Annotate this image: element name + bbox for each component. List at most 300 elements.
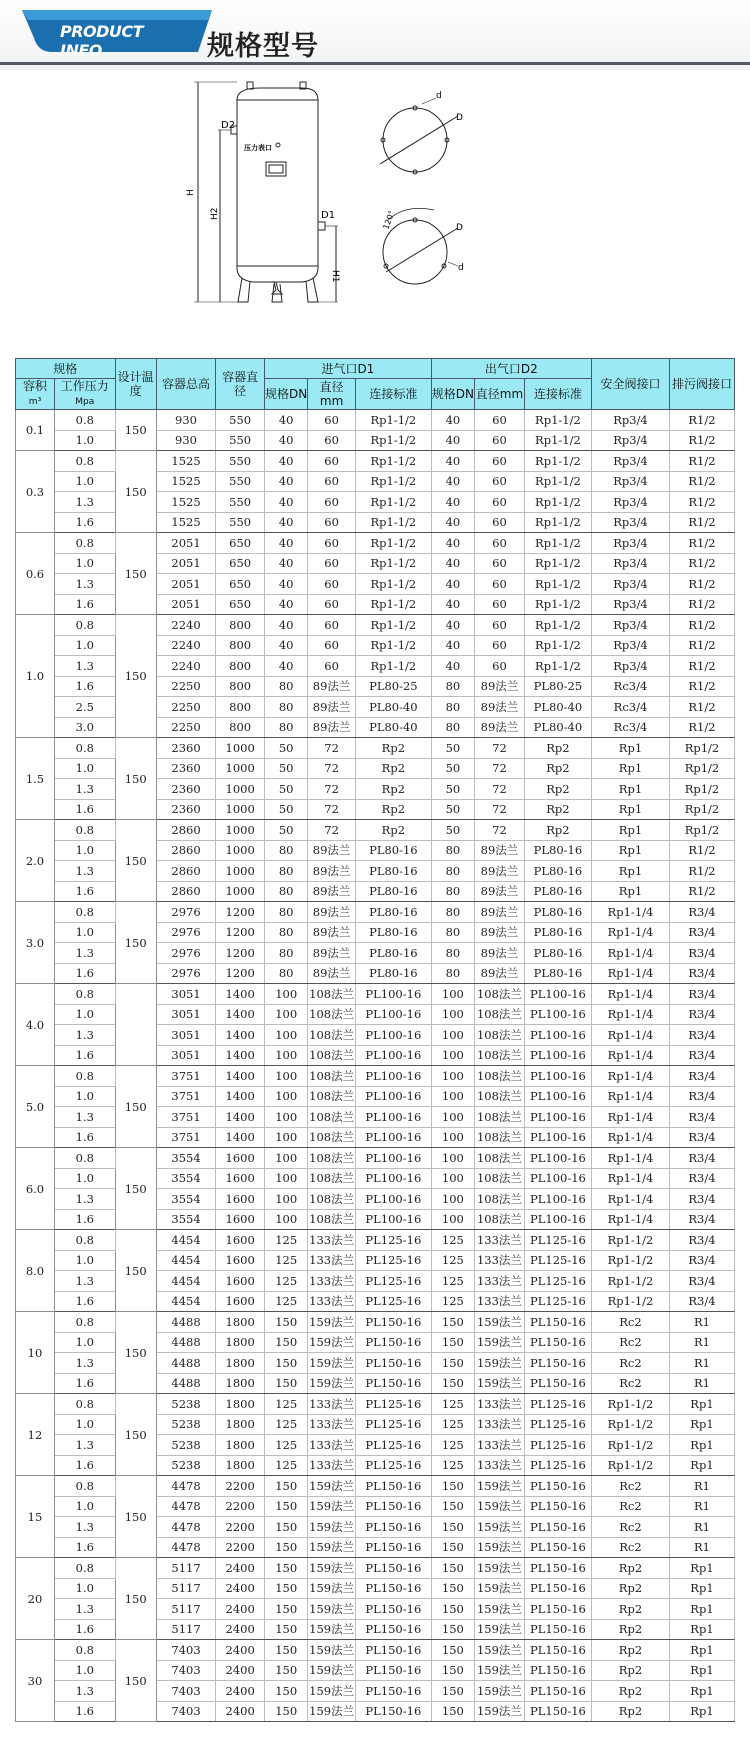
outlet-dn-cell: 50 — [431, 758, 474, 779]
diameter-cell: 650 — [216, 533, 265, 554]
table-row — [16, 1394, 735, 1415]
outlet-dn-cell: 80 — [431, 922, 474, 943]
inlet-standard-cell: Rp1-1/2 — [355, 471, 431, 492]
diameter-cell: 1000 — [216, 820, 265, 841]
safety-valve-cell: Rp3/4 — [592, 430, 670, 451]
drain-valve-cell: R1/2 — [669, 594, 734, 615]
inlet-bore-cell: 60 — [308, 451, 356, 472]
height-cell: 7403 — [156, 1660, 216, 1681]
inlet-bore-cell: 60 — [308, 553, 356, 574]
inlet-dn-cell: 80 — [265, 922, 308, 943]
outlet-standard-cell: PL125-16 — [524, 1250, 591, 1271]
pressure-cell: 1.3 — [54, 943, 115, 964]
outlet-bore-cell: 108法兰 — [475, 1107, 525, 1128]
volume-cell: 5.0 — [16, 1066, 55, 1148]
diameter-cell: 550 — [216, 512, 265, 533]
diameter-cell: 800 — [216, 697, 265, 718]
diameter-cell: 2200 — [216, 1496, 265, 1517]
inlet-standard-cell: PL100-16 — [355, 1004, 431, 1025]
table-row — [16, 1476, 735, 1497]
safety-valve-cell: Rp2 — [592, 1599, 670, 1620]
inlet-standard-cell: PL125-16 — [355, 1414, 431, 1435]
pressure-cell: 0.8 — [54, 1230, 115, 1251]
diameter-cell: 800 — [216, 717, 265, 738]
outlet-bore-cell: 89法兰 — [475, 963, 525, 984]
outlet-standard-cell: PL80-16 — [524, 861, 591, 882]
outlet-standard-cell: PL100-16 — [524, 1168, 591, 1189]
spec-table-body — [16, 410, 735, 1722]
inlet-bore-cell: 72 — [308, 779, 356, 800]
pressure-cell: 0.8 — [54, 1394, 115, 1415]
outlet-standard-cell: PL150-16 — [524, 1558, 591, 1579]
outlet-bore-cell: 159法兰 — [475, 1599, 525, 1620]
height-cell: 7403 — [156, 1701, 216, 1722]
inlet-standard-cell: PL100-16 — [355, 1045, 431, 1066]
diameter-cell: 1400 — [216, 1045, 265, 1066]
inlet-dn-cell: 100 — [265, 1025, 308, 1046]
inlet-dn-cell: 40 — [265, 594, 308, 615]
pressure-cell: 1.6 — [54, 1209, 115, 1230]
safety-valve-cell: Rp1-1/4 — [592, 1004, 670, 1025]
inlet-dn-cell: 125 — [265, 1230, 308, 1251]
outlet-standard-cell: Rp1-1/2 — [524, 492, 591, 513]
inlet-dn-cell: 40 — [265, 410, 308, 431]
diameter-cell: 800 — [216, 656, 265, 677]
outlet-standard-cell: PL100-16 — [524, 1148, 591, 1169]
inlet-bore-cell: 159法兰 — [308, 1660, 356, 1681]
table-row — [16, 1640, 735, 1661]
height-cell: 2976 — [156, 922, 216, 943]
pressure-cell: 1.6 — [54, 1455, 115, 1476]
pressure-cell: 1.6 — [54, 1537, 115, 1558]
outlet-dn-cell: 50 — [431, 779, 474, 800]
inlet-standard-cell: PL80-16 — [355, 881, 431, 902]
outlet-dn-cell: 100 — [431, 1189, 474, 1210]
header-height: 容器总高 — [156, 359, 216, 410]
pressure-cell: 0.8 — [54, 533, 115, 554]
safety-valve-cell: Rp1 — [592, 758, 670, 779]
height-cell: 5117 — [156, 1558, 216, 1579]
pressure-cell: 1.6 — [54, 1701, 115, 1722]
outlet-dn-cell: 150 — [431, 1558, 474, 1579]
pressure-cell: 1.3 — [54, 1189, 115, 1210]
badge-label: PRODUCT INFO — [60, 22, 144, 60]
inlet-standard-cell: Rp1-1/2 — [355, 492, 431, 513]
safety-valve-cell: Rp3/4 — [592, 533, 670, 554]
height-cell: 2360 — [156, 799, 216, 820]
inlet-standard-cell: Rp2 — [355, 779, 431, 800]
pressure-cell: 1.6 — [54, 799, 115, 820]
drain-valve-cell: R1/2 — [669, 471, 734, 492]
diameter-cell: 1000 — [216, 738, 265, 759]
header-temp: 设计温度 — [115, 359, 156, 410]
header-diameter: 容器直径 — [216, 359, 265, 410]
volume-cell: 4.0 — [16, 984, 55, 1066]
table-row — [16, 533, 735, 554]
pressure-cell: 0.8 — [54, 410, 115, 431]
inlet-dn-cell: 125 — [265, 1435, 308, 1456]
diameter-cell: 2400 — [216, 1578, 265, 1599]
outlet-bore-cell: 60 — [475, 430, 525, 451]
outlet-dn-cell: 125 — [431, 1435, 474, 1456]
header-drain-valve: 排污阀接口 — [669, 359, 734, 410]
safety-valve-cell: Rc2 — [592, 1517, 670, 1538]
height-cell: 4478 — [156, 1476, 216, 1497]
outlet-bore-cell: 159法兰 — [475, 1701, 525, 1722]
outlet-dn-cell: 125 — [431, 1394, 474, 1415]
drain-valve-cell: R3/4 — [669, 943, 734, 964]
inlet-bore-cell: 108法兰 — [308, 1066, 356, 1087]
diameter-cell: 1600 — [216, 1230, 265, 1251]
drain-valve-cell: R1/2 — [669, 533, 734, 554]
drain-valve-cell: R1 — [669, 1496, 734, 1517]
safety-valve-cell: Rp1-1/4 — [592, 922, 670, 943]
inlet-standard-cell: PL100-16 — [355, 984, 431, 1005]
diameter-cell: 1800 — [216, 1455, 265, 1476]
height-cell: 4454 — [156, 1230, 216, 1251]
pressure-cell: 0.8 — [54, 1476, 115, 1497]
drain-valve-cell: R1 — [669, 1537, 734, 1558]
safety-valve-cell: Rp1-1/4 — [592, 1045, 670, 1066]
outlet-dn-cell: 80 — [431, 943, 474, 964]
inlet-bore-cell: 72 — [308, 799, 356, 820]
outlet-bore-cell: 159法兰 — [475, 1660, 525, 1681]
outlet-bore-cell: 133法兰 — [475, 1455, 525, 1476]
outlet-dn-cell: 80 — [431, 717, 474, 738]
pressure-cell: 1.3 — [54, 1599, 115, 1620]
height-cell: 2240 — [156, 635, 216, 656]
temperature-cell — [115, 984, 156, 1066]
inlet-bore-cell: 108法兰 — [308, 984, 356, 1005]
height-cell: 3554 — [156, 1189, 216, 1210]
safety-valve-cell: Rp3/4 — [592, 471, 670, 492]
height-cell: 5117 — [156, 1578, 216, 1599]
outlet-bore-cell: 60 — [475, 533, 525, 554]
inlet-standard-cell: PL80-40 — [355, 697, 431, 718]
diameter-cell: 800 — [216, 635, 265, 656]
inlet-bore-cell: 133法兰 — [308, 1230, 356, 1251]
outlet-bore-cell: 133法兰 — [475, 1435, 525, 1456]
outlet-dn-cell: 40 — [431, 451, 474, 472]
diameter-cell: 2400 — [216, 1619, 265, 1640]
inlet-dn-cell: 80 — [265, 902, 308, 923]
outlet-dn-cell: 100 — [431, 1004, 474, 1025]
height-cell: 4454 — [156, 1250, 216, 1271]
outlet-bore-cell: 60 — [475, 656, 525, 677]
safety-valve-cell: Rc2 — [592, 1496, 670, 1517]
outlet-standard-cell: PL100-16 — [524, 1209, 591, 1230]
height-cell: 2976 — [156, 963, 216, 984]
outlet-standard-cell: PL150-16 — [524, 1681, 591, 1702]
outlet-dn-cell: 125 — [431, 1271, 474, 1292]
pressure-cell: 1.6 — [54, 1291, 115, 1312]
inlet-dn-cell: 80 — [265, 963, 308, 984]
outlet-standard-cell: PL80-16 — [524, 902, 591, 923]
inlet-bore-cell: 108法兰 — [308, 1189, 356, 1210]
outlet-standard-cell: PL150-16 — [524, 1701, 591, 1722]
outlet-dn-cell: 40 — [431, 615, 474, 636]
inlet-bore-cell: 159法兰 — [308, 1681, 356, 1702]
inlet-dn-cell: 80 — [265, 943, 308, 964]
drain-valve-cell: R3/4 — [669, 1189, 734, 1210]
inlet-dn-cell: 40 — [265, 492, 308, 513]
pressure-cell: 1.3 — [54, 1435, 115, 1456]
outlet-bore-cell: 108法兰 — [475, 1189, 525, 1210]
diameter-cell: 1600 — [216, 1291, 265, 1312]
safety-valve-cell: Rc3/4 — [592, 697, 670, 718]
inlet-bore-cell: 89法兰 — [308, 840, 356, 861]
diameter-cell: 1000 — [216, 799, 265, 820]
inlet-bore-cell: 159法兰 — [308, 1537, 356, 1558]
drain-valve-cell: R1 — [669, 1353, 734, 1374]
volume-cell: 1.5 — [16, 738, 55, 820]
pressure-cell: 1.0 — [54, 1660, 115, 1681]
outlet-dn-cell: 50 — [431, 738, 474, 759]
pressure-cell: 1.3 — [54, 492, 115, 513]
diameter-cell: 1800 — [216, 1435, 265, 1456]
outlet-dn-cell: 50 — [431, 820, 474, 841]
drain-valve-cell: Rp1 — [669, 1455, 734, 1476]
drain-valve-cell: R3/4 — [669, 1250, 734, 1271]
height-cell: 3051 — [156, 1045, 216, 1066]
header-inlet-dn: 规格DN — [265, 379, 308, 410]
temperature-cell: 150 — [115, 902, 156, 984]
pressure-cell: 1.3 — [54, 861, 115, 882]
inlet-bore-cell: 108法兰 — [308, 1025, 356, 1046]
outlet-standard-cell: PL100-16 — [524, 984, 591, 1005]
drain-valve-cell: Rp1 — [669, 1435, 734, 1456]
drain-valve-cell: R3/4 — [669, 1107, 734, 1128]
safety-valve-cell: Rp1-1/2 — [592, 1271, 670, 1292]
drain-valve-cell: R1 — [669, 1373, 734, 1394]
bottom-view-circle — [383, 220, 447, 284]
pressure-cell: 1.0 — [54, 1168, 115, 1189]
pressure-cell: 1.6 — [54, 676, 115, 697]
volume-cell: 0.6 — [16, 533, 55, 615]
pressure-cell: 1.6 — [54, 512, 115, 533]
inlet-bore-cell: 159法兰 — [308, 1619, 356, 1640]
outlet-bore-cell: 89法兰 — [475, 881, 525, 902]
inlet-bore-cell: 108法兰 — [308, 1148, 356, 1169]
inlet-standard-cell: PL150-16 — [355, 1496, 431, 1517]
inlet-bore-cell: 89法兰 — [308, 902, 356, 923]
outlet-standard-cell: PL150-16 — [524, 1578, 591, 1599]
pressure-cell: 1.0 — [54, 553, 115, 574]
volume-cell: 2.0 — [16, 820, 55, 902]
pressure-cell: 0.8 — [54, 902, 115, 923]
outlet-standard-cell: PL80-16 — [524, 963, 591, 984]
height-cell: 2360 — [156, 738, 216, 759]
outlet-standard-cell: PL150-16 — [524, 1353, 591, 1374]
drain-valve-cell: Rp1 — [669, 1701, 734, 1722]
diameter-cell: 1200 — [216, 902, 265, 923]
inlet-standard-cell: PL150-16 — [355, 1619, 431, 1640]
inlet-dn-cell: 100 — [265, 984, 308, 1005]
outlet-bore-cell: 133法兰 — [475, 1414, 525, 1435]
outlet-standard-cell: PL150-16 — [524, 1660, 591, 1681]
outlet-standard-cell: PL150-16 — [524, 1332, 591, 1353]
outlet-dn-cell: 40 — [431, 553, 474, 574]
safety-valve-cell: Rp1-1/4 — [592, 984, 670, 1005]
outlet-dn-cell: 150 — [431, 1517, 474, 1538]
inlet-bore-cell: 159法兰 — [308, 1640, 356, 1661]
outlet-bore-cell: 108法兰 — [475, 1004, 525, 1025]
height-cell: 2051 — [156, 553, 216, 574]
diameter-cell: 1600 — [216, 1250, 265, 1271]
pressure-cell: 2.5 — [54, 697, 115, 718]
diameter-cell: 1400 — [216, 984, 265, 1005]
inlet-standard-cell: PL125-16 — [355, 1271, 431, 1292]
safety-valve-cell: Rp2 — [592, 1681, 670, 1702]
temperature-cell: 150 — [115, 738, 156, 820]
diameter-cell: 1200 — [216, 943, 265, 964]
inlet-bore-cell: 159法兰 — [308, 1312, 356, 1333]
inlet-standard-cell: PL80-16 — [355, 861, 431, 882]
outlet-bore-cell: 89法兰 — [475, 943, 525, 964]
pressure-cell: 0.8 — [54, 1066, 115, 1087]
pressure-cell: 0.8 — [54, 738, 115, 759]
pressure-cell: 1.6 — [54, 963, 115, 984]
header-pressure: 工作压力 Mpa — [54, 379, 115, 410]
inlet-dn-cell: 150 — [265, 1681, 308, 1702]
height-cell: 2250 — [156, 717, 216, 738]
safety-valve-cell: Rc3/4 — [592, 676, 670, 697]
volume-cell: 1.0 — [16, 615, 55, 738]
drain-valve-cell: R1/2 — [669, 574, 734, 595]
outlet-bore-cell: 159法兰 — [475, 1373, 525, 1394]
inlet-dn-cell: 40 — [265, 430, 308, 451]
diameter-cell: 1400 — [216, 1025, 265, 1046]
safety-valve-cell: Rp1-1/2 — [592, 1435, 670, 1456]
label-h1: H1 — [330, 270, 340, 283]
outlet-dn-cell: 40 — [431, 635, 474, 656]
height-cell: 5117 — [156, 1599, 216, 1620]
tank-diagram — [186, 80, 550, 350]
inlet-standard-cell: PL150-16 — [355, 1332, 431, 1353]
volume-cell: 3.0 — [16, 902, 55, 984]
inlet-bore-cell: 133法兰 — [308, 1394, 356, 1415]
safety-valve-cell: Rp3/4 — [592, 574, 670, 595]
inlet-standard-cell: Rp2 — [355, 799, 431, 820]
diameter-cell: 1800 — [216, 1394, 265, 1415]
label-top-d: D — [456, 113, 463, 123]
height-cell: 1525 — [156, 492, 216, 513]
inlet-standard-cell: Rp2 — [355, 738, 431, 759]
gauge-port-icon — [276, 143, 280, 147]
inlet-bore-cell: 108法兰 — [308, 1086, 356, 1107]
inlet-dn-cell: 150 — [265, 1701, 308, 1722]
inlet-dn-cell: 40 — [265, 533, 308, 554]
inlet-standard-cell: PL150-16 — [355, 1476, 431, 1497]
drain-valve-cell: R1 — [669, 1312, 734, 1333]
inlet-dn-cell: 150 — [265, 1332, 308, 1353]
safety-valve-cell: Rp3/4 — [592, 656, 670, 677]
outlet-dn-cell: 40 — [431, 533, 474, 554]
outlet-bore-cell: 60 — [475, 451, 525, 472]
header-outlet-standard: 连接标准 — [524, 379, 591, 410]
drain-valve-cell: Rp1 — [669, 1394, 734, 1415]
temperature-cell: 150 — [115, 410, 156, 451]
diameter-cell: 2400 — [216, 1558, 265, 1579]
table-row — [16, 738, 735, 759]
diameter-cell: 550 — [216, 492, 265, 513]
outlet-standard-cell: PL125-16 — [524, 1435, 591, 1456]
header-spec: 规格 — [16, 359, 116, 379]
header-outlet-bore: 直径mm — [475, 379, 525, 410]
height-cell: 3751 — [156, 1127, 216, 1148]
height-cell: 5238 — [156, 1435, 216, 1456]
outlet-standard-cell: PL100-16 — [524, 1045, 591, 1066]
pressure-cell: 1.6 — [54, 1045, 115, 1066]
outlet-bore-cell: 60 — [475, 410, 525, 431]
drain-valve-cell: R1 — [669, 1476, 734, 1497]
outlet-bore-cell: 60 — [475, 574, 525, 595]
outlet-dn-cell: 40 — [431, 512, 474, 533]
inlet-bore-cell: 159法兰 — [308, 1599, 356, 1620]
inlet-standard-cell: PL80-16 — [355, 922, 431, 943]
outlet-standard-cell: PL80-16 — [524, 943, 591, 964]
height-cell: 3751 — [156, 1107, 216, 1128]
drain-valve-cell: Rp1/2 — [669, 758, 734, 779]
inlet-dn-cell: 100 — [265, 1168, 308, 1189]
outlet-standard-cell: Rp1-1/2 — [524, 471, 591, 492]
outlet-bore-cell: 108法兰 — [475, 1209, 525, 1230]
inlet-bore-cell: 72 — [308, 738, 356, 759]
inlet-dn-cell: 50 — [265, 820, 308, 841]
header-inlet-bore: 直径mm — [308, 379, 356, 410]
diameter-cell: 1000 — [216, 861, 265, 882]
drain-valve-cell: R3/4 — [669, 1066, 734, 1087]
outlet-standard-cell: PL100-16 — [524, 1004, 591, 1025]
safety-valve-cell: Rp1 — [592, 820, 670, 841]
inlet-dn-cell: 40 — [265, 574, 308, 595]
inlet-bore-cell: 108法兰 — [308, 1209, 356, 1230]
diameter-cell: 1400 — [216, 1004, 265, 1025]
diameter-cell: 2400 — [216, 1701, 265, 1722]
volume-cell: 6.0 — [16, 1148, 55, 1230]
drain-valve-cell: R1/2 — [669, 697, 734, 718]
inlet-bore-cell: 159法兰 — [308, 1476, 356, 1497]
pressure-cell: 0.8 — [54, 984, 115, 1005]
outlet-standard-cell: Rp1-1/2 — [524, 430, 591, 451]
outlet-dn-cell: 40 — [431, 430, 474, 451]
drain-valve-cell: R3/4 — [669, 1025, 734, 1046]
outlet-dn-cell: 125 — [431, 1291, 474, 1312]
outlet-standard-cell: PL125-16 — [524, 1271, 591, 1292]
safety-valve-cell: Rp1-1/4 — [592, 1148, 670, 1169]
pressure-cell: 1.0 — [54, 635, 115, 656]
outlet-bore-cell: 133法兰 — [475, 1271, 525, 1292]
outlet-dn-cell: 150 — [431, 1353, 474, 1374]
outlet-dn-cell: 100 — [431, 1148, 474, 1169]
diameter-cell: 2400 — [216, 1640, 265, 1661]
height-cell: 2860 — [156, 840, 216, 861]
diameter-cell: 2400 — [216, 1599, 265, 1620]
outlet-dn-cell: 150 — [431, 1496, 474, 1517]
drain-valve-cell: R3/4 — [669, 902, 734, 923]
drain-valve-cell: R1/2 — [669, 410, 734, 431]
header-safety-valve: 安全阀接口 — [592, 359, 670, 410]
pressure-cell: 1.3 — [54, 779, 115, 800]
height-cell: 2250 — [156, 697, 216, 718]
outlet-dn-cell: 150 — [431, 1599, 474, 1620]
inlet-dn-cell: 150 — [265, 1578, 308, 1599]
diameter-cell: 1000 — [216, 881, 265, 902]
inlet-dn-cell: 125 — [265, 1250, 308, 1271]
outlet-bore-cell: 60 — [475, 512, 525, 533]
table-row — [16, 902, 735, 923]
outlet-standard-cell: Rp1-1/2 — [524, 574, 591, 595]
